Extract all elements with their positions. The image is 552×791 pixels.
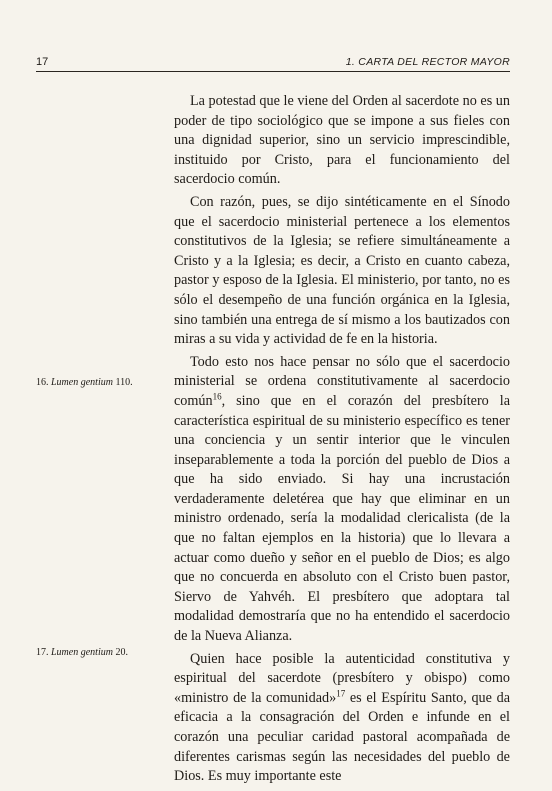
- running-head: 1. CARTA DEL RECTOR MAYOR: [345, 56, 510, 68]
- body-text: [174, 92, 510, 787]
- margin-note: 17. Lumen gentium 20.: [36, 647, 128, 658]
- paragraph: Quien hace posible la autenticidad constitutiva y espiritual del sacerdote (presbítero y obispo) como «ministro de la comunidad»$^{17}$ es el Espíritu Santo, que da eficacia a la consagración del Orden e infunde en el corazón una peculiar caridad pastoral acompañada de diferentes carismas según las necesidades del pueblo de Dios. Es muy importante este: [174, 650, 510, 785]
- paragraph: La potestad que le viene del Orden al sacerdote no es un poder de tipo sociológico que se impone a sus fieles con una dignidad superior, sino un servicio imprescindible, instituido por Cristo, para el funcionamiento del sacerdocio común.: [174, 93, 510, 188]
- footnote-ref: 17: [336, 688, 346, 699]
- paragraph: Todo esto nos hace pensar no sólo que el sacerdocio ministerial se ordena constitutivamente al sacerdocio común$^{16}$, sino que en el corazón del presbítero la característica espiritual de su ministerio específico es tener una conciencia y un sentir interior que le vinculen inseparablemente a toda la porción del pueblo de Dios a que ha sido enviado. Si hay una incrustación verdaderamente deletérea que hay que eliminar en un ministro ordenado, sería la modalidad clericalista (de la que no faltan ejemplos en la historia) que lo llevara a actuar como dueño y señor en el pueblo de Dios; es algo que no concuerda en absoluto con el Cristo buen pastor, Siervo de Yahvéh. El presbítero que adoptara tal modalidad demostraría que no ha entendido el sacerdocio de la Nueva Alianza.: [174, 353, 510, 645]
- margin-note: 16. Lumen gentium 110.: [36, 377, 133, 388]
- header-rule: [36, 71, 510, 72]
- footnote-ref: 16: [212, 391, 222, 402]
- page-number: 17: [36, 56, 49, 68]
- paragraph: Con razón, pues, se dijo sintéticamente en el Sínodo que el sacerdocio ministerial pertenece a los elementos constitutivos de la Iglesia; se refiere simultáneamente a Cristo y a la Iglesia; es decir, a Cristo en cuanto cabeza, pastor y esposo de la Iglesia. El ministerio, por tanto, no es sólo el desempeño de una función orgánica en la Iglesia, sino también una entrega de sí mismo a los bautizados con miras a su vida y actividad de fe en la historia.: [174, 193, 510, 348]
- page-header: [36, 56, 510, 72]
